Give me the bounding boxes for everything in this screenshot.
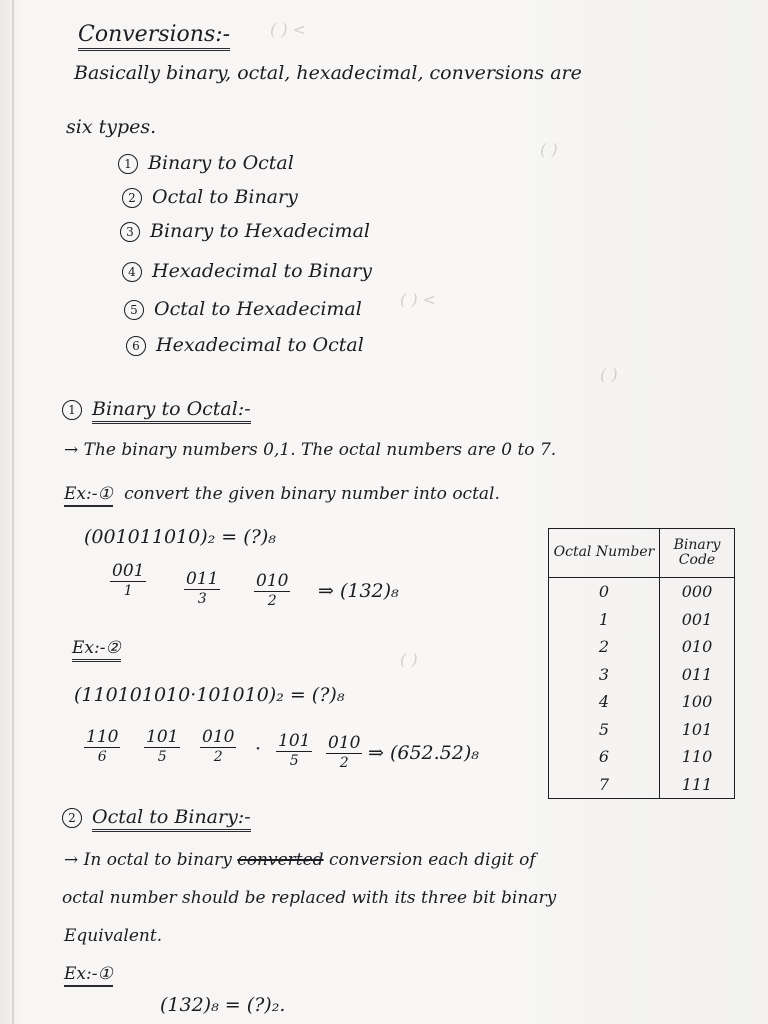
struck-word: converted: [237, 850, 324, 870]
octal-cell: 5: [549, 716, 660, 744]
intro-line-2: six types.: [66, 116, 157, 138]
bit-group: 010 2: [256, 571, 289, 609]
type-item: 3 Binary to Hexadecimal: [120, 222, 370, 242]
circled-number: 5: [124, 300, 144, 320]
type-item: 4 Hexadecimal to Binary: [122, 262, 372, 282]
table-row: [549, 771, 735, 799]
binary-cell: 010: [660, 633, 735, 661]
example-1-result: ⇒ (132)₈: [318, 580, 399, 602]
bleed-through-mark: ( ): [540, 140, 558, 159]
section-2-example-label: Ex:-①: [64, 966, 113, 983]
type-item: 5 Octal to Hexadecimal: [124, 300, 362, 320]
section-2-heading: 2 Octal to Binary:-: [62, 808, 251, 828]
bit-group: 010 2: [328, 733, 361, 771]
page-heading: Conversions:-: [78, 24, 230, 46]
table-row: [549, 606, 735, 634]
section-2-line-1: → In octal to binary converted conversion each digit of: [64, 850, 536, 870]
table-row: [549, 661, 735, 689]
bit-group: 101 5: [278, 731, 311, 769]
octal-binary-table: [548, 528, 735, 799]
type-item: 2 Octal to Binary: [122, 188, 298, 208]
table-header-row: [549, 529, 735, 578]
octal-cell: 6: [549, 743, 660, 771]
section-1-note: → The binary numbers 0,1. The octal numbers are 0 to 7.: [64, 440, 557, 460]
section-2-line-3: Equivalent.: [64, 926, 163, 946]
table-row: [549, 688, 735, 716]
intro-line-1: Basically binary, octal, hexadecimal, conversions are: [74, 62, 582, 84]
bit-group: 110 6: [86, 727, 119, 765]
circled-number: 4: [122, 262, 142, 282]
circled-number: 2: [62, 808, 82, 828]
binary-cell: 111: [660, 771, 735, 799]
table-row: [549, 578, 735, 606]
octal-cell: 4: [549, 688, 660, 716]
circled-number: 3: [120, 222, 140, 242]
binary-cell: 110: [660, 743, 735, 771]
example-prompt: convert the given binary number into octal.: [124, 484, 500, 504]
binary-cell: 000: [660, 578, 735, 606]
bit-group: 011 3: [186, 569, 219, 607]
bit-group: 010 2: [202, 727, 235, 765]
example-2-equation: (110101010·101010)₂ = (?)₈: [74, 684, 345, 706]
circled-number: 1: [62, 400, 82, 420]
binary-cell: 100: [660, 688, 735, 716]
column-header-octal: Octal Number: [549, 529, 660, 578]
bit-group: 101 5: [146, 727, 179, 765]
circled-number: 1: [118, 154, 138, 174]
column-header-binary: Binary Code: [660, 529, 735, 578]
binary-cell: 001: [660, 606, 735, 634]
section-2-example-equation: (132)₈ = (?)₂.: [160, 994, 286, 1016]
example-1-equation: (001011010)₂ = (?)₈: [84, 526, 276, 548]
binary-cell: 101: [660, 716, 735, 744]
type-item: 6 Hexadecimal to Octal: [126, 336, 364, 356]
bleed-through-mark: ( ): [600, 365, 618, 384]
type-item: 1 Binary to Octal: [118, 154, 294, 174]
radix-point: ·: [255, 738, 262, 760]
example-1-line: [64, 486, 500, 503]
example-2-result: ⇒ (652.52)₈: [368, 742, 479, 764]
example-2-label: Ex:-②: [72, 640, 121, 657]
bit-group: 001 1: [112, 561, 145, 599]
bleed-through-mark: ( ): [400, 650, 418, 669]
octal-cell: 3: [549, 661, 660, 689]
example-label: Ex:-①: [64, 484, 113, 507]
section-2-line-2: octal number should be replaced with its three bit binary: [62, 888, 557, 908]
octal-cell: 1: [549, 606, 660, 634]
octal-cell: 7: [549, 771, 660, 799]
table-row: [549, 633, 735, 661]
circled-number: 2: [122, 188, 142, 208]
section-1-heading: 1 Binary to Octal:-: [62, 400, 251, 420]
octal-cell: 2: [549, 633, 660, 661]
bleed-through-mark: ( ) <: [400, 290, 437, 309]
circled-number: 6: [126, 336, 146, 356]
table-row: [549, 716, 735, 744]
octal-cell: 0: [549, 578, 660, 606]
page-margin-line: [12, 0, 14, 1024]
bleed-through-mark: ( ) <: [270, 20, 307, 39]
table-row: [549, 743, 735, 771]
binary-cell: 011: [660, 661, 735, 689]
